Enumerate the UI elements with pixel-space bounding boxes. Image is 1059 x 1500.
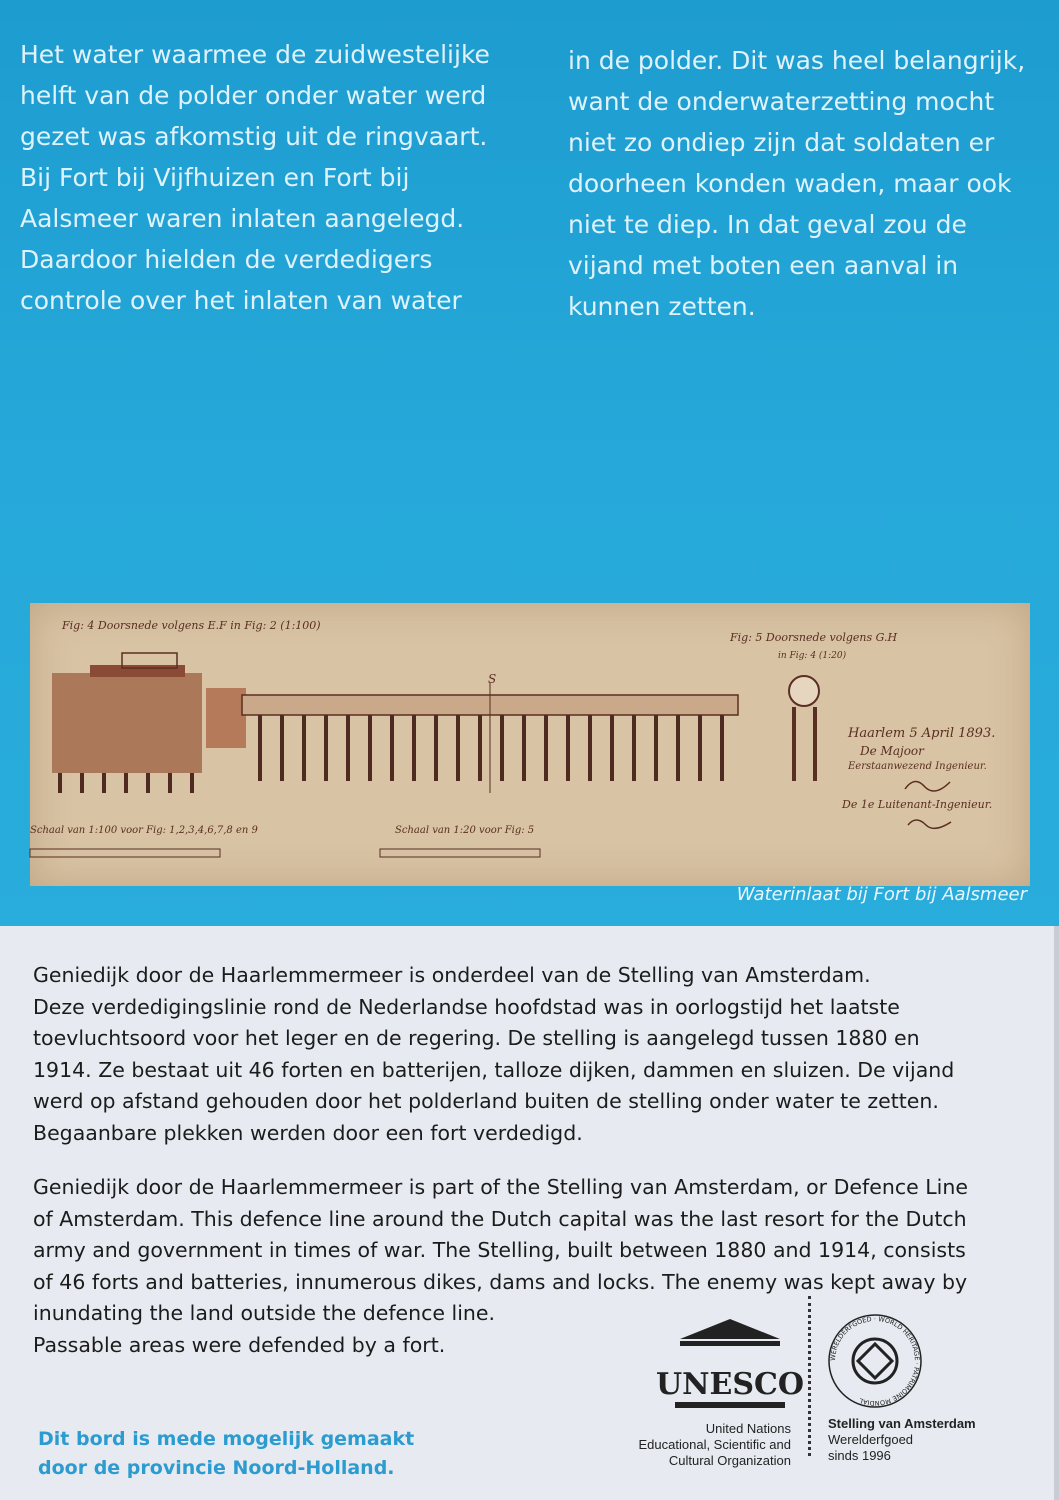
stelling-caption [828, 1416, 976, 1464]
unesco-caption: United Nations Educational, Scientific and Cultural Organization [638, 1421, 791, 1468]
white-info-panel [0, 926, 1059, 1500]
fig5-label: Fig: 5 Doorsnede volgens G.H [730, 631, 898, 644]
panel-edge [1054, 926, 1059, 1500]
pipe-cross-section [789, 676, 819, 706]
intro-text-right: in de polder. Dit was heel belangrijk, want de onderwaterzetting mocht niet zo ondiep zijn dat soldaten er doorheen konden waden, maar ook niet te diep. In dat geval zou de vijand met boten een aanval in kunnen zetten. [568, 46, 1026, 321]
signer1-title: De Majoor [860, 744, 924, 758]
scale-bar-1 [30, 849, 220, 857]
scale-label-2: Schaal van 1:20 voor Fig: 5 [395, 825, 535, 836]
fig4-label: Fig: 4 Doorsnede volgens E.F in Fig: 2 (1:100) [62, 619, 321, 632]
scale-bar-2 [380, 849, 540, 857]
marker-s: S [488, 672, 497, 686]
stelling-sub: Werelderfgoed sinds 1996 [828, 1432, 914, 1463]
drawing-illustration [30, 603, 1030, 886]
scale-label-1: Schaal van 1:100 voor Fig: 1,2,3,4,6,7,8 en 9 [30, 825, 258, 836]
fort-structure [52, 673, 202, 773]
unesco-wordmark: UNESCO [655, 1367, 805, 1402]
sluice-gate [206, 688, 246, 748]
stelling-name: Stelling van Amsterdam [828, 1416, 976, 1431]
intro-text-left: Het water waarmee de zuidwestelijke helft van de polder onder water werd gezet was afkomstig uit de ringvaart. Bij Fort bij Vijfhuizen en Fort bij Aalsmeer waren inlaten aangelegd. Daardoor hielden de verdedigers controle over het inlaten van water [20, 40, 490, 315]
signer2-title: De 1e Luitenant-Ingenieur. [842, 798, 993, 811]
signature-2 [908, 820, 951, 828]
sponsor-credit: Dit bord is mede mogelijk gemaakt door de provincie Noord-Holland. [38, 1428, 415, 1479]
fig5-sublabel: in Fig: 4 (1:20) [778, 651, 847, 661]
english-paragraph: Geniedijk door de Haarlemmermeer is part of the Stelling van Amsterdam, or Defence Line of Amsterdam. This defence line around the Dutch capital was the last resort for the Dutch army and government in times of war. The Stelling, built between 1880 and 1914, consists of 46 forts and batteries, innumerous dikes, dams and locks. The enemy was kept away by inundating the land outside the defence line. Passable areas were defended by a fort. [33, 1175, 968, 1357]
drawing-date: Haarlem 5 April 1893. [848, 726, 996, 741]
historic-technical-drawing [30, 603, 1030, 886]
signer1-role: Eerstaanwezend Ingenieur. [848, 761, 987, 772]
fort-parapet [90, 665, 185, 677]
world-heritage-emblem [825, 1311, 925, 1415]
signature-1 [905, 781, 950, 791]
unesco-logo [655, 1314, 805, 1418]
drawing-caption: Waterinlaat bij Fort bij Aalsmeer [736, 884, 1027, 905]
whc-ring-text: WERELDERFGOED · WORLD HERITAGE · PATRIMOINE MONDIAL [828, 1314, 922, 1408]
logo-divider [808, 1296, 815, 1456]
dutch-paragraph: Geniedijk door de Haarlemmermeer is onderdeel van de Stelling van Amsterdam. Deze verdedigingslinie rond de Nederlandse hoofdstad was in oorlogstijd het laatste toevluchtsoord voor het leger en de regering. De stelling is aangelegd tussen 1880 en 1914. Ze bestaat uit 46 forten en batterijen, talloze dijken, dammen en sluizen. De vijand werd op afstand gehouden door het polderland buiten de stelling onder water te zetten. Begaanbare plekken werden door een fort verdedigd. [33, 963, 955, 1145]
